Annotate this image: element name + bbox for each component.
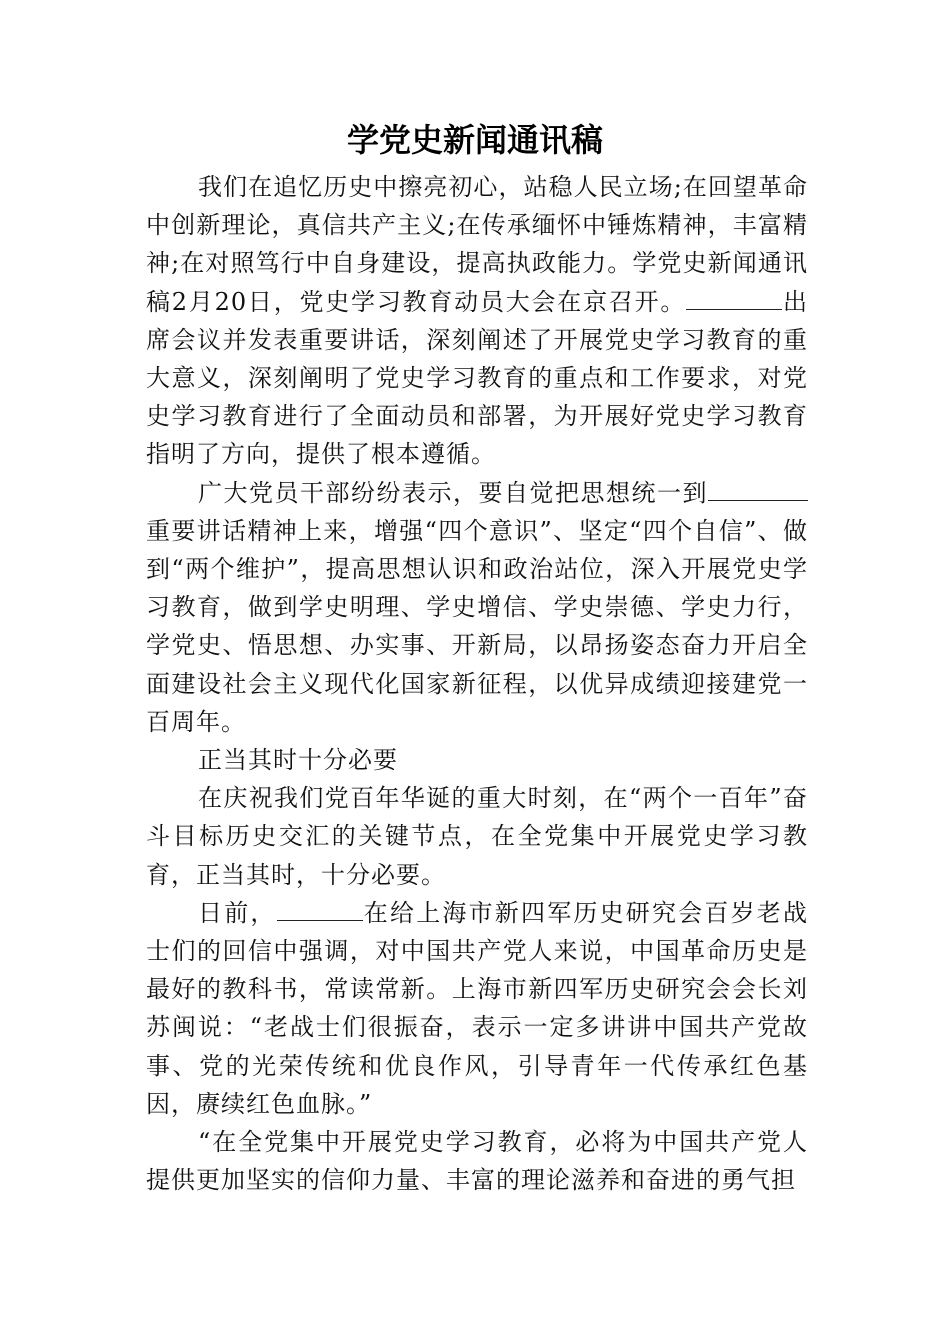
blank-line (686, 287, 782, 310)
paragraph-4: 在庆祝我们党百年华诞的重大时刻，在“两个一百年”奋斗目标历史交汇的关键节点，在全党集中开展党史学习教育，正当其时，十分必要。 (146, 784, 808, 889)
paragraph-1-text-a: 我们在追忆历史中擦亮初心，站稳人民立场;在回望革命中创新理论，真信共产主义;在传承缅怀中锤炼精神，丰富精神;在对照笃行中自身建设，提高执政能力。学党史新闻通讯稿2月20日，党史学习教育动员大会在京召开。 (146, 173, 808, 316)
paragraph-2-text-b: 重要讲话精神上来，增强“四个意识”、坚定“四个自信”、做到“两个维护”，提高思想认识和政治站位，深入开展党史学习教育，做到学史明理、学史增信、学史崇德、学史力行，学党史、悟思想、办实事、开新局，以昂扬姿态奋力开启全面建设社会主义现代化国家新征程，以优异成绩迎接建党一百周年。 (146, 516, 808, 736)
paragraph-2-text-a: 广大党员干部纷纷表示，要自觉把思想统一到 (198, 478, 708, 507)
paragraph-1-text-b: 出席会议并发表重要讲话，深刻阐述了开展党史学习教育的重大意义，深刻阐明了党史学习教育的重点和工作要求，对党史学习教育进行了全面动员和部署，为开展好党史学习教育指明了方向，提供了根本遵循。 (146, 287, 808, 469)
paragraph-6: “在全党集中开展党史学习教育，必将为中国共产党人提供更加坚实的信仰力量、丰富的理论滋养和奋进的勇气担 (146, 1128, 808, 1195)
paragraph-5-text-a: 日前， (198, 898, 277, 927)
paragraph-5-text-b: 在给上海市新四军历史研究会百岁老战士们的回信中强调，对中国共产党人来说，中国革命历史是最好的教科书，常读常新。上海市新四军历史研究会会长刘苏闽说：“老战士们很振奋，表示一定多讲讲中国共产党故事、党的光荣传统和优良作风，引导青年一代传承红色基因，赓续红色血脉。” (146, 898, 809, 1118)
blank-line (708, 478, 808, 501)
document-body (146, 168, 808, 1199)
paragraph-5 (146, 894, 808, 1123)
document-title: 学党史新闻通讯稿 (346, 121, 603, 159)
blank-line (277, 898, 363, 921)
paragraph-2 (146, 474, 808, 741)
paragraph-1 (146, 168, 808, 474)
section-heading: 正当其时十分必要 (198, 746, 398, 775)
